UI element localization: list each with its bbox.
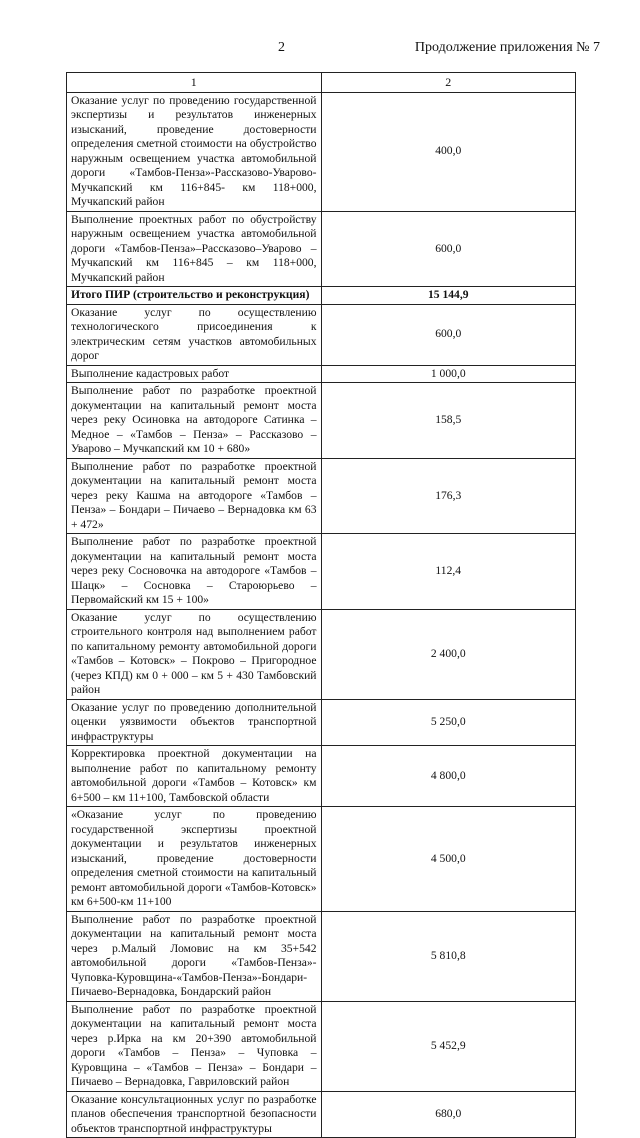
table-row <box>67 807 576 912</box>
amount-value: 176,3 <box>321 458 576 534</box>
amount-value: 600,0 <box>321 211 576 287</box>
table-row <box>67 911 576 1001</box>
budget-table-body <box>67 73 576 1138</box>
table-row <box>67 746 576 807</box>
work-description: Выполнение работ по разработке проектной документации на капитальный ремонт моста через р.Ирка на км 20+390 автомобильной дороги «Тамбов – Пенза» – Чуповка – Куровщина – «Тамбов – Пенза» – Бондари – Пичаево – Вернадовка, Гавриловский район <box>67 1001 322 1091</box>
work-description: Оказание услуг по проведению государственной экспертизы и результатов инженерных изысканий, проведение достоверности определения сметной стоимости на обустройство наружным освещением участка автомобильной дороги «Тамбов-Пенза»-Рассказово-Уварово-Мучкапский км 116+845- км 118+000, Мучкапский район <box>67 92 322 211</box>
work-description: Оказание услуг по осуществлению технологического присоединения к электрическим сетям участков автомобильных дорог <box>67 304 322 365</box>
table-total-row <box>67 287 576 305</box>
budget-table <box>66 72 576 1138</box>
amount-value: 5 810,8 <box>321 911 576 1001</box>
work-description: Выполнение работ по разработке проектной документации на капитальный ремонт моста через реку Осиновка на автодороге Сатинка – Медное – «Тамбов – Пенза» – Рассказово – Уварово – Мучкапский км 10 + 680» <box>67 383 322 459</box>
table-row <box>67 534 576 610</box>
amount-value: 2 400,0 <box>321 609 576 699</box>
column-header-1: 1 <box>67 73 322 93</box>
amount-value: 112,4 <box>321 534 576 610</box>
amount-value: 5 452,9 <box>321 1001 576 1091</box>
column-header-2: 2 <box>321 73 576 93</box>
work-description: Выполнение работ по разработке проектной документации на капитальный ремонт моста через реку Кашма на автодороге «Тамбов – Пенза» – Бондари – Пичаево – Вернадовка км 63 + 472» <box>67 458 322 534</box>
table-header-row <box>67 73 576 93</box>
work-description: Оказание консультационных услуг по разработке планов обеспечения транспортной безопасности объектов транспортной инфраструктуры <box>67 1091 322 1138</box>
appendix-label: Продолжение приложения № 7 <box>414 40 600 55</box>
table-row <box>67 1001 576 1091</box>
work-description: «Оказание услуг по проведению государственной экспертизы проектной документации и результатов инженерных изысканий, проведение достоверности определения сметной стоимости на капитальный ремонт автомобильной дороги «Тамбов-Котовск» км 6+500-км 11+100 <box>67 807 322 912</box>
table-row <box>67 304 576 365</box>
table-row <box>67 92 576 211</box>
amount-value: 680,0 <box>321 1091 576 1138</box>
work-description: Выполнение работ по разработке проектной документации на капитальный ремонт моста через реку Сосновочка на автодороге «Тамбов – Шацк» – Сосновка – Староюрьево – Первомайский км 15 + 100» <box>67 534 322 610</box>
work-description: Корректировка проектной документации на выполнение работ по капитальному ремонту автомобильной дороги «Тамбов – Котовск» км 6+500 – км 11+100, Тамбовской области <box>67 746 322 807</box>
amount-value: 5 250,0 <box>321 699 576 746</box>
table-row <box>67 458 576 534</box>
amount-value: 4 500,0 <box>321 807 576 912</box>
table-row <box>67 609 576 699</box>
amount-value: 400,0 <box>321 92 576 211</box>
table-row <box>67 699 576 746</box>
table-row <box>67 1091 576 1138</box>
amount-value: 4 800,0 <box>321 746 576 807</box>
work-description: Итого ПИР (строительство и реконструкция) <box>67 287 322 305</box>
amount-value: 158,5 <box>321 383 576 459</box>
amount-value: 15 144,9 <box>321 287 576 305</box>
table-row <box>67 365 576 383</box>
work-description: Выполнение проектных работ по обустройству наружным освещением участка автомобильной дороги «Тамбов-Пенза»–Рассказово–Уварово – Мучкапский км 116+845 – км 118+000, Мучкапский район <box>67 211 322 287</box>
amount-value: 1 000,0 <box>321 365 576 383</box>
table-row <box>67 383 576 459</box>
page-number: 2 <box>278 40 285 55</box>
work-description: Оказание услуг по проведению дополнительной оценки уязвимости объектов транспортной инфраструктуры <box>67 699 322 746</box>
amount-value: 600,0 <box>321 304 576 365</box>
table-row <box>67 211 576 287</box>
work-description: Выполнение кадастровых работ <box>67 365 322 383</box>
work-description: Оказание услуг по осуществлению строительного контроля над выполнением работ по капитальному ремонту автомобильной дороги «Тамбов – Котовск» – Покрово – Пригородное (через КПД) км 0 + 000 – км 5 + 430 Тамбовский район <box>67 609 322 699</box>
work-description: Выполнение работ по разработке проектной документации на капитальный ремонт моста через р.Малый Ломовис на км 35+542 автомобильной дороги «Тамбов-Пенза»-Чуповка-Куровщина-«Тамбов-Пенза»-Бондари-Пичаево-Вернадовка, Бондарский район <box>67 911 322 1001</box>
